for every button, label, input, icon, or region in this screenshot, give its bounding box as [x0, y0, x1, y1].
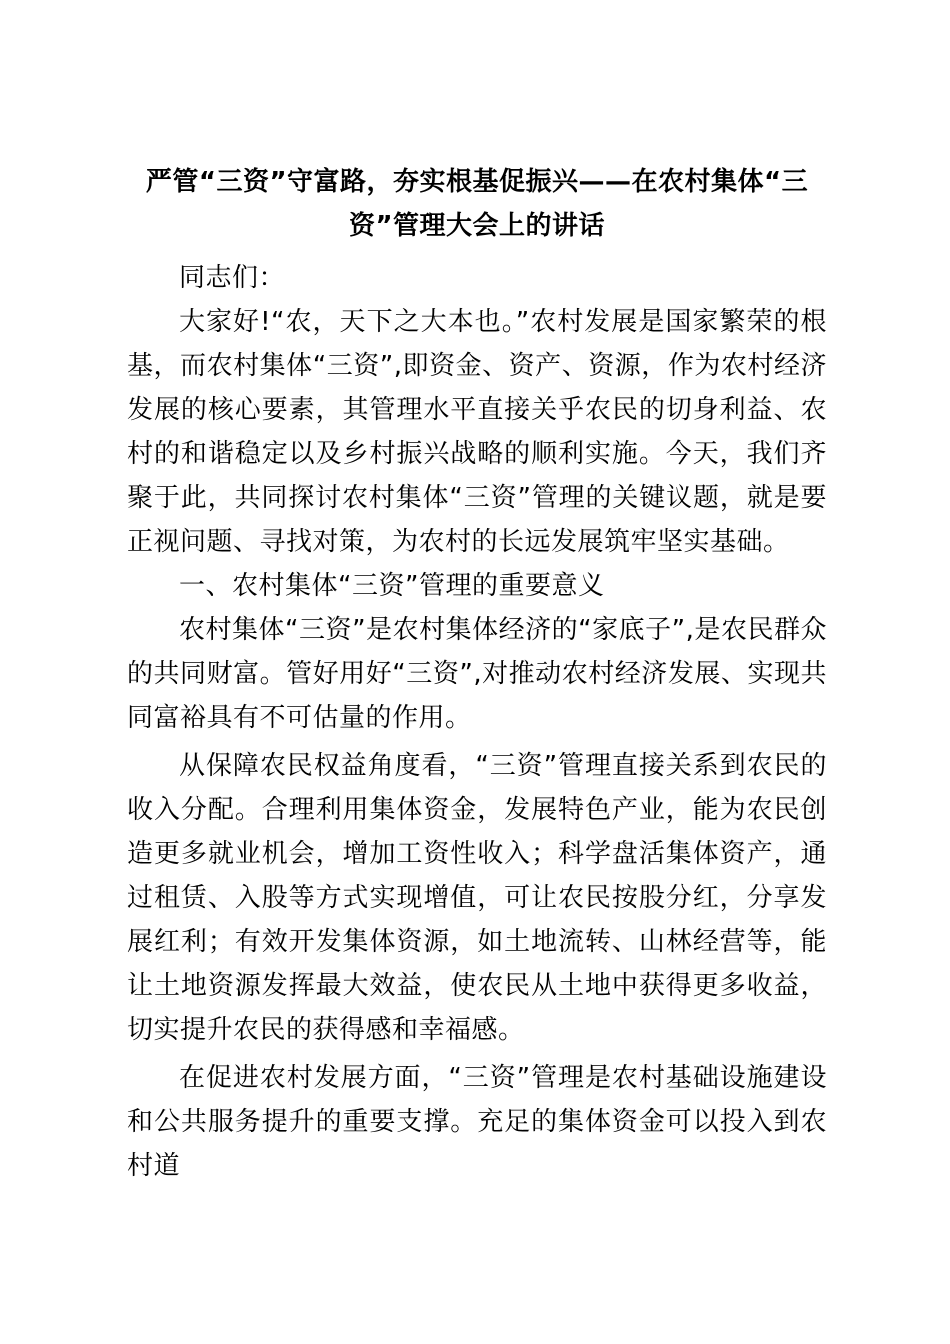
document-title	[127, 160, 827, 248]
title-line-1: 严管“三资”守富路，夯实根基促振兴——在农村集体“三	[145, 167, 809, 197]
body-paragraph-significance: 农村集体“三资”是农村集体经济的“家底子”,是农民群众的共同财富。管好用好“三资”,对推动农村经济发展、实现共同富裕具有不可估量的作用。	[127, 615, 827, 733]
document-page	[127, 160, 827, 1188]
body-paragraph-rural-development: 在促进农村发展方面，“三资”管理是农村基础设施建设和公共服务提升的重要支撑。充足的集体资金可以投入到农村道	[127, 1063, 827, 1181]
title-line-2: 资”管理大会上的讲话	[348, 211, 606, 241]
body-paragraph-intro: 大家好!“农，天下之大本也。”农村发展是国家繁荣的根基，而农村集体“三资”,即资金、资产、资源，作为农村经济发展的核心要素，其管理水平直接关乎农民的切身利益、农村的和谐稳定以及乡村振兴战略的顺利实施。今天，我们齐聚于此，共同探讨农村集体“三资”管理的关键议题，就是要正视问题、寻找对策，为农村的长远发展筑牢坚实基础。	[127, 307, 827, 557]
section-heading-1: 一、农村集体“三资”管理的重要意义	[179, 571, 605, 601]
body-paragraph-farmer-rights: 从保障农民权益角度看，“三资”管理直接关系到农民的收入分配。合理利用集体资金，发展特色产业，能为农民创造更多就业机会，增加工资性收入；科学盘活集体资产，通过租赁、入股等方式实现增值，可让农民按股分红，分享发展红利；有效开发集体资源，如土地流转、山林经营等，能让土地资源发挥最大效益，使农民从土地中获得更多收益，切实提升农民的获得感和幸福感。	[127, 751, 827, 1045]
salutation: 同志们：	[179, 263, 286, 293]
